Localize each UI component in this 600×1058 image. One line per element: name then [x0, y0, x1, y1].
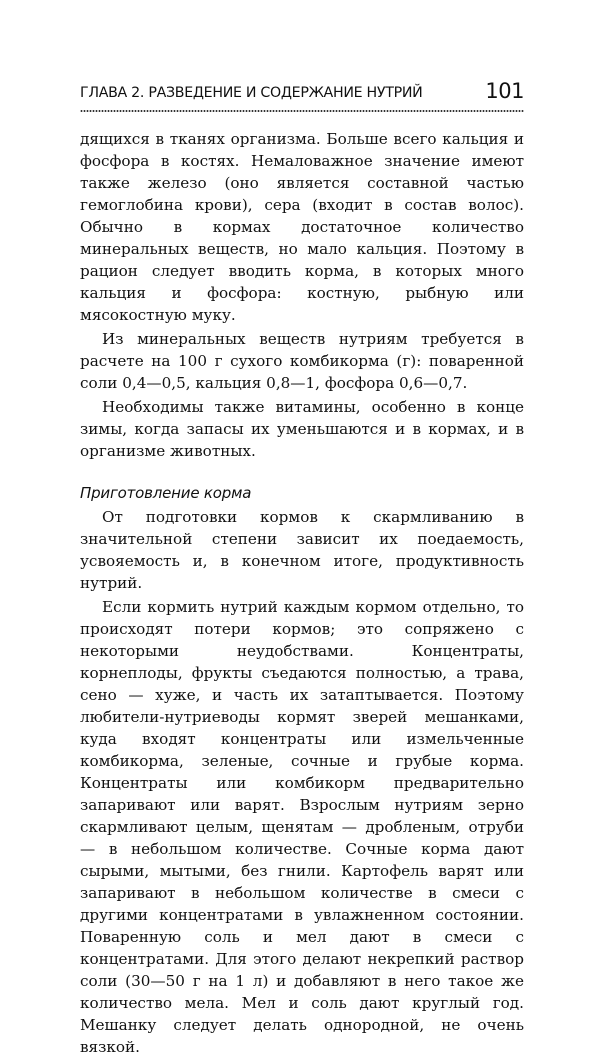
paragraph-5: Если кормить нутрий каждым кормом отдельно, то происходят потери кормов; это сопряжено с некоторыми неудобствами. Концентраты, корнеплоды, фрукты съедаются полностью, а трава, сено — хуже, и часть их затаптывается. Поэтому любители-нутриеводы кормят зверей мешанками, куда входят концентраты или измельченные комбикорма, зеленые, сочные и грубые корма. Концентраты или комбикорм предварительно запаривают или варят. Взрослым нутриям зерно скармливают целым, щенятам — дробленым, отруби — в небольшом количестве. Сочные корма дают сырыми, мытыми, без гнили. Картофель варят или запаривают в небольшом количестве в смеси с другими концентратами в увлажненном состоянии. Поваренную соль и мел дают в смеси с концентратами. Для этого делают некрепкий раствор соли (30—50 г на 1 л) и добавляют в него такое же количество мела. Мел и соль дают круглый год. Мешанку следует делать однородной, не очень вязкой. [80, 598, 524, 1056]
paragraph-2: Из минеральных веществ нутриям требуется в расчете на 100 г сухого комбикорма (г): поваренной соли 0,4—0,5, кальция 0,8—1, фосфора 0,6—0,7. [80, 330, 524, 392]
header-dotted-rule [80, 109, 524, 113]
page-number: 101 [485, 79, 524, 103]
running-head [80, 76, 524, 106]
section-subheading: Приготовление корма [80, 484, 252, 502]
paragraph-3: Необходимы также витамины, особенно в конце зимы, когда запасы их уменьшаются и в кормах, и в организме животных. [80, 398, 524, 460]
paragraph-1: дящихся в тканях организма. Больше всего кальция и фосфора в костях. Немаловажное значение имеют также железо (оно является составной частью гемоглобина крови), сера (входит в состав волос). Обычно в кормах достаточное количество минеральных веществ, но мало кальция. Поэтому в рацион следует вводить корма, в которых много кальция и фосфора: костную, рыбную или мясокостную муку. [80, 130, 524, 324]
body-text [80, 128, 524, 1058]
running-title: ГЛАВА 2. РАЗВЕДЕНИЕ И СОДЕРЖАНИЕ НУТРИЙ [80, 84, 423, 101]
paragraph-4: От подготовки кормов к скармливанию в значительной степени зависит их поедаемость, усвояемость и, в конечном итоге, продуктивность нутрий. [80, 508, 524, 592]
